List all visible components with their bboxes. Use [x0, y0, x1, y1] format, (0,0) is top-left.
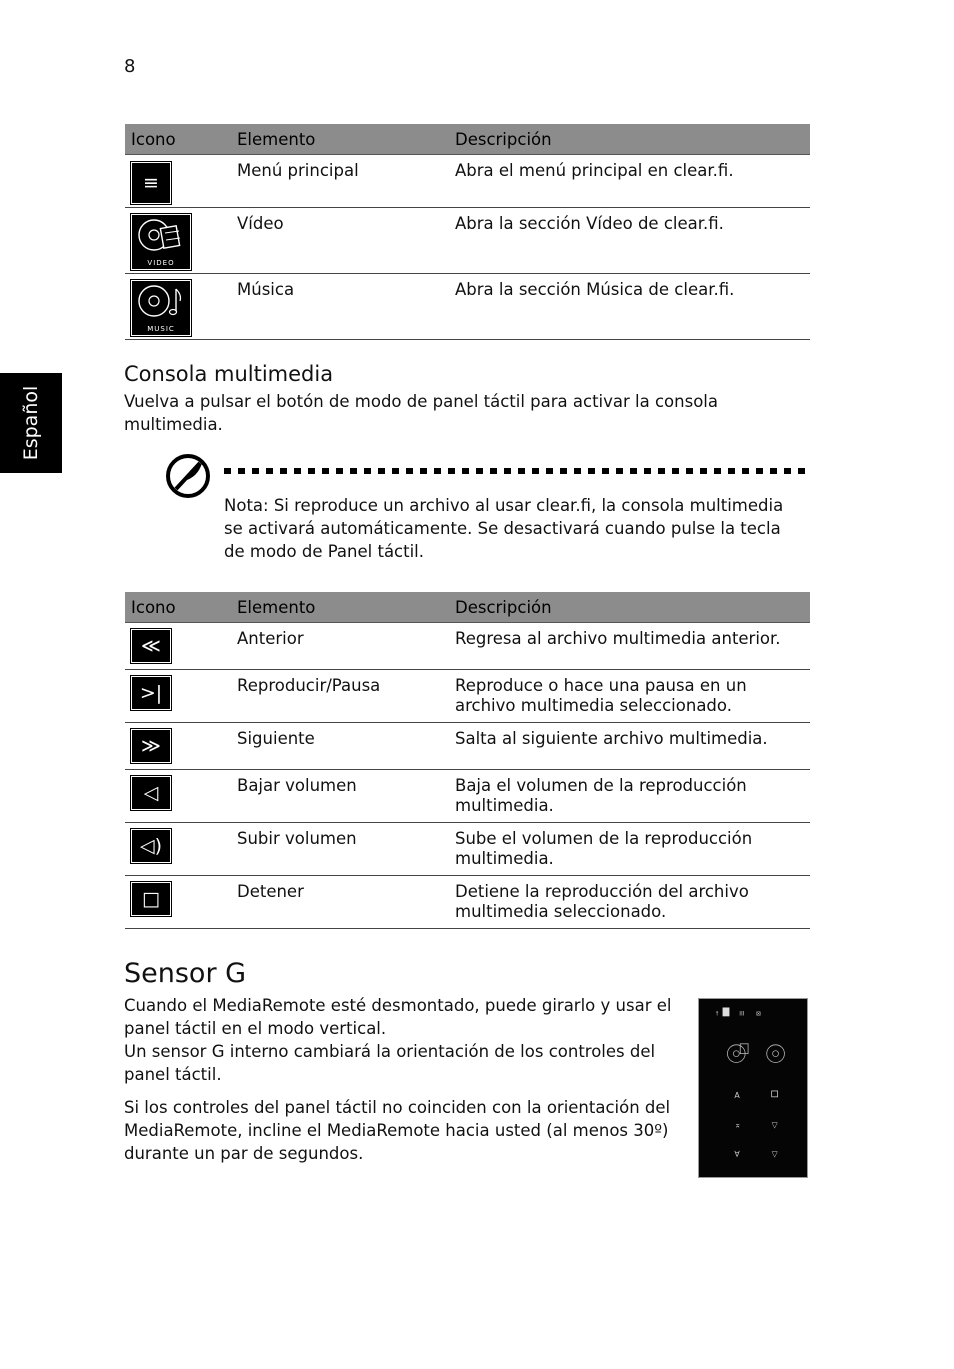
- description-cell: Abra la sección Música de clear.fi.: [449, 274, 810, 340]
- table-row: [125, 623, 810, 670]
- description-cell: Salta al siguiente archivo multimedia.: [449, 723, 810, 770]
- table-header-row: [125, 592, 810, 623]
- element-cell: Anterior: [231, 623, 449, 670]
- note-text: [224, 494, 794, 563]
- element-cell: Música: [231, 274, 449, 340]
- language-label: Español: [20, 385, 42, 461]
- element-cell: Subir volumen: [231, 823, 449, 876]
- note-label: Nota:: [224, 496, 269, 515]
- element-cell: Siguiente: [231, 723, 449, 770]
- navigation-icons-table: [125, 124, 810, 340]
- console-text: Vuelva a pulsar el botón de modo de panel táctil para activar la consola multimedia.: [124, 392, 718, 434]
- element-cell: Detener: [231, 876, 449, 929]
- sensor-heading: Sensor G: [124, 958, 247, 989]
- table-row: [125, 670, 810, 723]
- description-cell: Abra la sección Vídeo de clear.fi.: [449, 208, 810, 274]
- description-cell: Baja el volumen de la reproducción multimedia.: [449, 770, 810, 823]
- note-body: Si reproduce un archivo al usar clear.fi, la consola multimedia se activará automáticamente. Se desactivará cuando pulse la tecla de modo de Panel táctil.: [224, 496, 784, 561]
- header-element: Elemento: [231, 592, 449, 623]
- table-row: [125, 723, 810, 770]
- description-cell: Detiene la reproducción del archivo multimedia seleccionado.: [449, 876, 810, 929]
- music-icon: [131, 280, 191, 336]
- sensor-paragraph-2: Un sensor G interno cambiará la orientación de los controles del panel táctil.: [124, 1042, 656, 1084]
- music-icon-caption: MUSIC: [147, 325, 175, 333]
- stop-icon: □: [131, 882, 171, 916]
- svg-text:A: A: [734, 1090, 740, 1100]
- header-icon: Icono: [125, 592, 231, 623]
- element-cell: Reproducir/Pausa: [231, 670, 449, 723]
- description-cell: Reproduce o hace una pausa en un archivo multimedia seleccionado.: [449, 670, 810, 723]
- page-number: 8: [124, 56, 136, 77]
- header-element: Elemento: [231, 124, 449, 155]
- volume-down-icon: ◁: [131, 776, 171, 810]
- menu-icon: ≡: [131, 162, 171, 204]
- table-row: [125, 770, 810, 823]
- table-row: [125, 876, 810, 929]
- svg-text:▽: ▽: [771, 1149, 778, 1159]
- table-row: [125, 823, 810, 876]
- next-icon: ≫: [131, 729, 171, 763]
- svg-text:↑: ↑: [714, 1011, 720, 1018]
- sensor-paragraph-1: Cuando el MediaRemote esté desmontado, puede girarlo y usar el panel táctil en el modo vertical.: [124, 996, 672, 1038]
- description-cell: Sube el volumen de la reproducción multimedia.: [449, 823, 810, 876]
- element-cell: Vídeo: [231, 208, 449, 274]
- header-description: Descripción: [449, 592, 810, 623]
- language-side-tab: [0, 373, 62, 473]
- description-cell: Abra el menú principal en clear.fi.: [449, 155, 810, 208]
- table-header-row: [125, 124, 810, 155]
- volume-up-icon: ◁): [131, 829, 171, 863]
- note-icon: [164, 451, 214, 501]
- table-row: [125, 274, 810, 340]
- sensor-paragraph-3: Si los controles del panel táctil no coinciden con la orientación del MediaRemote, incline el MediaRemote hacia usted (al menos 30º) durante un par de segundos.: [124, 1098, 671, 1163]
- svg-text:III: III: [739, 1011, 745, 1018]
- svg-text:⊠: ⊠: [755, 1011, 761, 1018]
- element-cell: Menú principal: [231, 155, 449, 208]
- play-pause-icon: >|: [131, 676, 171, 710]
- header-icon: Icono: [125, 124, 231, 155]
- description-cell: Regresa al archivo multimedia anterior.: [449, 623, 810, 670]
- svg-text:⌅: ⌅: [734, 1120, 741, 1130]
- table-row: [125, 208, 810, 274]
- mediaremote-vertical-image: [698, 998, 808, 1178]
- console-heading: Consola multimedia: [124, 362, 334, 386]
- table-row: [125, 155, 810, 208]
- previous-icon: ≪: [131, 629, 171, 663]
- svg-text:▽: ▽: [771, 1120, 778, 1130]
- element-cell: Bajar volumen: [231, 770, 449, 823]
- header-description: Descripción: [449, 124, 810, 155]
- svg-text:∀: ∀: [734, 1149, 740, 1159]
- note-divider: [224, 468, 809, 474]
- video-icon: [131, 214, 191, 270]
- media-console-table: [125, 592, 810, 929]
- video-icon-caption: VIDEO: [147, 259, 175, 267]
